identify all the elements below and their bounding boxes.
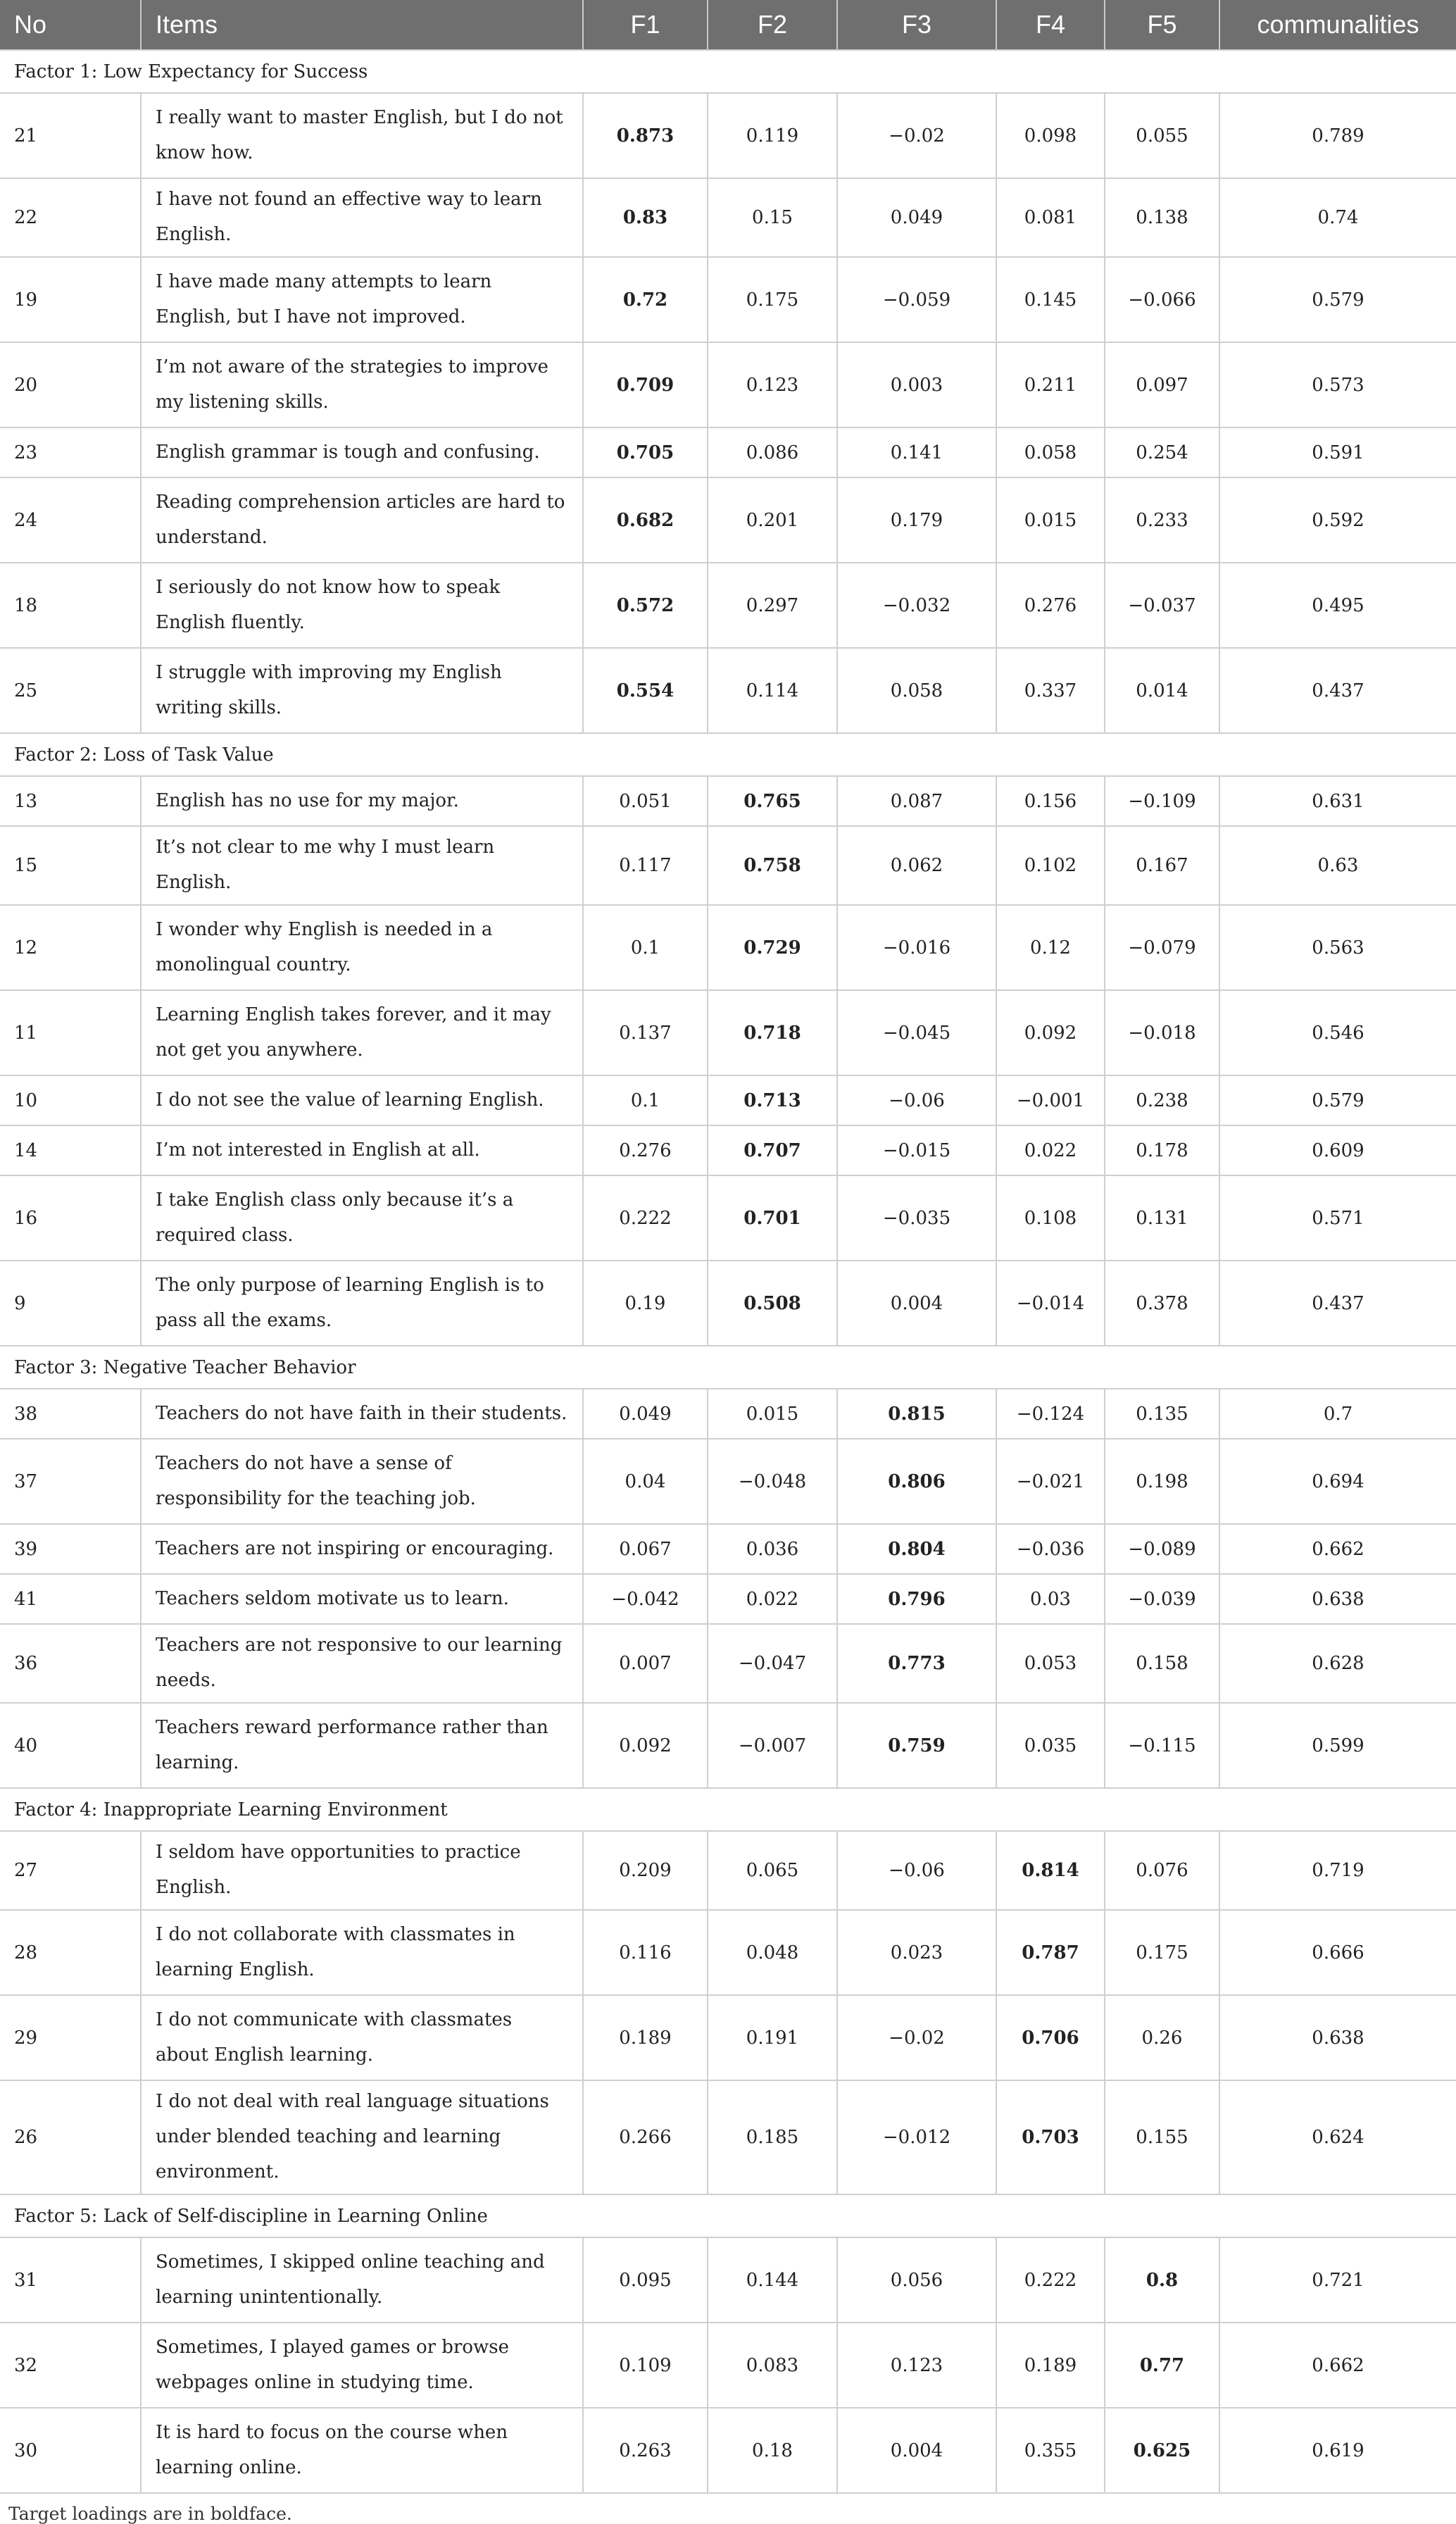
table-row [0, 1703, 1456, 1788]
item-text: Sometimes, I played games or browse webpages online in studying time. [141, 2323, 583, 2408]
table-row [0, 1175, 1456, 1261]
item-text: English grammar is tough and confusing. [141, 427, 583, 477]
f5-loading: −0.039 [1105, 1574, 1219, 1624]
item-number: 16 [0, 1175, 141, 1261]
table-row [0, 2408, 1456, 2493]
f1-loading: 0.19 [583, 1261, 708, 1346]
factor-section-title: Factor 1: Low Expectancy for Success [0, 50, 1456, 93]
item-text: The only purpose of learning English is to pass all the exams. [141, 1261, 583, 1346]
f4-loading: 0.015 [996, 477, 1105, 563]
f1-loading: 0.705 [583, 427, 708, 477]
f2-loading: 0.765 [708, 776, 837, 826]
item-text: I’m not interested in English at all. [141, 1125, 583, 1175]
communality: 0.662 [1219, 2323, 1456, 2408]
table-row [0, 905, 1456, 990]
table-row [0, 1831, 1456, 1910]
f4-loading: 0.058 [996, 427, 1105, 477]
communality: 0.495 [1219, 563, 1456, 648]
factor-section-row [0, 733, 1456, 776]
f1-loading: 0.137 [583, 990, 708, 1075]
f4-loading: 0.156 [996, 776, 1105, 826]
table-row [0, 1574, 1456, 1624]
factor-section-row [0, 1788, 1456, 1831]
item-text: It’s not clear to me why I must learn English. [141, 826, 583, 905]
item-text: I struggle with improving my English writing skills. [141, 648, 583, 733]
f2-loading: 0.119 [708, 93, 837, 178]
f5-loading: 0.138 [1105, 178, 1219, 257]
table-row [0, 2323, 1456, 2408]
f4-loading: 0.092 [996, 990, 1105, 1075]
f4-loading: −0.021 [996, 1439, 1105, 1524]
f3-loading: −0.032 [837, 563, 996, 648]
f5-loading: 0.238 [1105, 1075, 1219, 1125]
factor-section-title: Factor 4: Inappropriate Learning Environment [0, 1788, 1456, 1831]
table-row [0, 990, 1456, 1075]
factor-section-title: Factor 3: Negative Teacher Behavior [0, 1346, 1456, 1389]
item-number: 9 [0, 1261, 141, 1346]
item-number: 11 [0, 990, 141, 1075]
communality: 0.573 [1219, 342, 1456, 427]
item-number: 24 [0, 477, 141, 563]
f2-loading: 0.175 [708, 257, 837, 342]
header-f5: F5 [1105, 0, 1219, 50]
f4-loading: 0.355 [996, 2408, 1105, 2493]
communality: 0.662 [1219, 1524, 1456, 1574]
item-text: I have not found an effective way to learn English. [141, 178, 583, 257]
f2-loading: 0.297 [708, 563, 837, 648]
item-number: 22 [0, 178, 141, 257]
f5-loading: 0.77 [1105, 2323, 1219, 2408]
item-number: 39 [0, 1524, 141, 1574]
item-number: 21 [0, 93, 141, 178]
f5-loading: −0.109 [1105, 776, 1219, 826]
table-row [0, 826, 1456, 905]
f1-loading: 0.095 [583, 2237, 708, 2323]
f2-loading: 0.048 [708, 1910, 837, 1995]
f5-loading: −0.066 [1105, 257, 1219, 342]
f2-loading: −0.047 [708, 1624, 837, 1703]
item-text: Teachers are not responsive to our learning needs. [141, 1624, 583, 1703]
f3-loading: 0.058 [837, 648, 996, 733]
factor-section-title: Factor 2: Loss of Task Value [0, 733, 1456, 776]
table-row [0, 1439, 1456, 1524]
communality: 0.579 [1219, 1075, 1456, 1125]
communality: 0.619 [1219, 2408, 1456, 2493]
item-number: 40 [0, 1703, 141, 1788]
item-number: 37 [0, 1439, 141, 1524]
f3-loading: 0.049 [837, 178, 996, 257]
item-text: I’m not aware of the strategies to improve my listening skills. [141, 342, 583, 427]
f2-loading: 0.701 [708, 1175, 837, 1261]
f5-loading: 0.055 [1105, 93, 1219, 178]
f4-loading: 0.03 [996, 1574, 1105, 1624]
communality: 0.721 [1219, 2237, 1456, 2323]
item-number: 20 [0, 342, 141, 427]
item-text: I do not see the value of learning English. [141, 1075, 583, 1125]
f1-loading: 0.873 [583, 93, 708, 178]
f2-loading: −0.007 [708, 1703, 837, 1788]
item-text: Sometimes, I skipped online teaching and learning unintentionally. [141, 2237, 583, 2323]
communality: 0.628 [1219, 1624, 1456, 1703]
f3-loading: −0.012 [837, 2080, 996, 2194]
f5-loading: −0.115 [1105, 1703, 1219, 1788]
f2-loading: 0.713 [708, 1075, 837, 1125]
f2-loading: 0.086 [708, 427, 837, 477]
communality: 0.591 [1219, 427, 1456, 477]
f3-loading: 0.087 [837, 776, 996, 826]
f3-loading: 0.773 [837, 1624, 996, 1703]
item-number: 38 [0, 1389, 141, 1439]
factor-section-row [0, 2194, 1456, 2237]
f2-loading: 0.191 [708, 1995, 837, 2080]
table-row [0, 342, 1456, 427]
f5-loading: 0.155 [1105, 2080, 1219, 2194]
f2-loading: 0.114 [708, 648, 837, 733]
f1-loading: 0.117 [583, 826, 708, 905]
f2-loading: 0.065 [708, 1831, 837, 1910]
f2-loading: 0.18 [708, 2408, 837, 2493]
f4-loading: 0.145 [996, 257, 1105, 342]
f4-loading: 0.211 [996, 342, 1105, 427]
item-number: 28 [0, 1910, 141, 1995]
f2-loading: 0.185 [708, 2080, 837, 2194]
f4-loading: 0.814 [996, 1831, 1105, 1910]
item-number: 25 [0, 648, 141, 733]
table-row [0, 1995, 1456, 2080]
f1-loading: 0.83 [583, 178, 708, 257]
item-text: I do not deal with real language situations under blended teaching and learning environment. [141, 2080, 583, 2194]
f4-loading: −0.014 [996, 1261, 1105, 1346]
communality: 0.599 [1219, 1703, 1456, 1788]
item-number: 31 [0, 2237, 141, 2323]
f5-loading: 0.131 [1105, 1175, 1219, 1261]
item-number: 13 [0, 776, 141, 826]
item-text: It is hard to focus on the course when learning online. [141, 2408, 583, 2493]
f5-loading: 0.076 [1105, 1831, 1219, 1910]
f4-loading: −0.036 [996, 1524, 1105, 1574]
f3-loading: 0.023 [837, 1910, 996, 1995]
f4-loading: −0.124 [996, 1389, 1105, 1439]
f1-loading: 0.116 [583, 1910, 708, 1995]
table-row [0, 1125, 1456, 1175]
f1-loading: 0.72 [583, 257, 708, 342]
item-text: I do not communicate with classmates about English learning. [141, 1995, 583, 2080]
item-text: I have made many attempts to learn English, but I have not improved. [141, 257, 583, 342]
table-row [0, 2237, 1456, 2323]
communality: 0.631 [1219, 776, 1456, 826]
item-number: 36 [0, 1624, 141, 1703]
table-row [0, 427, 1456, 477]
f5-loading: 0.378 [1105, 1261, 1219, 1346]
table-row [0, 2080, 1456, 2194]
f1-loading: 0.209 [583, 1831, 708, 1910]
communality: 0.624 [1219, 2080, 1456, 2194]
header-no: No [0, 0, 141, 50]
f4-loading: 0.787 [996, 1910, 1105, 1995]
f1-loading: −0.042 [583, 1574, 708, 1624]
table-row [0, 178, 1456, 257]
f5-loading: 0.014 [1105, 648, 1219, 733]
table-row [0, 477, 1456, 563]
f1-loading: 0.572 [583, 563, 708, 648]
f4-loading: 0.189 [996, 2323, 1105, 2408]
factor-section-title: Factor 5: Lack of Self-discipline in Learning Online [0, 2194, 1456, 2237]
f3-loading: 0.141 [837, 427, 996, 477]
f5-loading: −0.018 [1105, 990, 1219, 1075]
item-number: 18 [0, 563, 141, 648]
f3-loading: 0.056 [837, 2237, 996, 2323]
communality: 0.592 [1219, 477, 1456, 563]
f4-loading: 0.706 [996, 1995, 1105, 2080]
f3-loading: 0.759 [837, 1703, 996, 1788]
f4-loading: 0.222 [996, 2237, 1105, 2323]
f5-loading: −0.089 [1105, 1524, 1219, 1574]
f4-loading: 0.12 [996, 905, 1105, 990]
item-text: Learning English takes forever, and it may not get you anywhere. [141, 990, 583, 1075]
communality: 0.546 [1219, 990, 1456, 1075]
f2-loading: −0.048 [708, 1439, 837, 1524]
f4-loading: 0.102 [996, 826, 1105, 905]
header-f3: F3 [837, 0, 996, 50]
communality: 0.437 [1219, 648, 1456, 733]
f5-loading: 0.097 [1105, 342, 1219, 427]
item-number: 26 [0, 2080, 141, 2194]
factor-section-row [0, 50, 1456, 93]
f1-loading: 0.682 [583, 477, 708, 563]
item-text: English has no use for my major. [141, 776, 583, 826]
table-footnote: Target loadings are in boldface. [8, 2504, 292, 2524]
f1-loading: 0.266 [583, 2080, 708, 2194]
communality: 0.694 [1219, 1439, 1456, 1524]
f2-loading: 0.707 [708, 1125, 837, 1175]
f2-loading: 0.508 [708, 1261, 837, 1346]
communality: 0.789 [1219, 93, 1456, 178]
f2-loading: 0.036 [708, 1524, 837, 1574]
f3-loading: 0.804 [837, 1524, 996, 1574]
table-row [0, 93, 1456, 178]
item-number: 10 [0, 1075, 141, 1125]
f1-loading: 0.263 [583, 2408, 708, 2493]
item-text: Teachers do not have a sense of responsibility for the teaching job. [141, 1439, 583, 1524]
f3-loading: 0.003 [837, 342, 996, 427]
f1-loading: 0.554 [583, 648, 708, 733]
header-f2: F2 [708, 0, 837, 50]
item-text: I take English class only because it’s a required class. [141, 1175, 583, 1261]
header-f1: F1 [583, 0, 708, 50]
f2-loading: 0.144 [708, 2237, 837, 2323]
f4-loading: 0.108 [996, 1175, 1105, 1261]
f5-loading: 0.175 [1105, 1910, 1219, 1995]
f4-loading: 0.337 [996, 648, 1105, 733]
item-text: I really want to master English, but I do not know how. [141, 93, 583, 178]
item-number: 23 [0, 427, 141, 477]
f3-loading: −0.02 [837, 1995, 996, 2080]
f5-loading: 0.8 [1105, 2237, 1219, 2323]
f2-loading: 0.015 [708, 1389, 837, 1439]
f2-loading: 0.083 [708, 2323, 837, 2408]
f3-loading: −0.06 [837, 1075, 996, 1125]
table-row [0, 1389, 1456, 1439]
f1-loading: 0.276 [583, 1125, 708, 1175]
communality: 0.437 [1219, 1261, 1456, 1346]
f1-loading: 0.1 [583, 1075, 708, 1125]
table-row [0, 1524, 1456, 1574]
communality: 0.638 [1219, 1574, 1456, 1624]
f2-loading: 0.201 [708, 477, 837, 563]
f3-loading: 0.123 [837, 2323, 996, 2408]
table-body [0, 50, 1456, 2493]
table-row [0, 1624, 1456, 1703]
item-number: 27 [0, 1831, 141, 1910]
item-text: Teachers are not inspiring or encouraging. [141, 1524, 583, 1574]
communality: 0.609 [1219, 1125, 1456, 1175]
factor-section-row [0, 1346, 1456, 1389]
item-number: 32 [0, 2323, 141, 2408]
header-f4: F4 [996, 0, 1105, 50]
table-row [0, 563, 1456, 648]
f3-loading: −0.045 [837, 990, 996, 1075]
item-text: Teachers do not have faith in their students. [141, 1389, 583, 1439]
f3-loading: 0.806 [837, 1439, 996, 1524]
communality: 0.638 [1219, 1995, 1456, 2080]
communality: 0.666 [1219, 1910, 1456, 1995]
f4-loading: 0.022 [996, 1125, 1105, 1175]
f2-loading: 0.718 [708, 990, 837, 1075]
communality: 0.7 [1219, 1389, 1456, 1439]
header-items: Items [141, 0, 583, 50]
f5-loading: 0.198 [1105, 1439, 1219, 1524]
table-row [0, 776, 1456, 826]
communality: 0.74 [1219, 178, 1456, 257]
f5-loading: 0.178 [1105, 1125, 1219, 1175]
f3-loading: 0.062 [837, 826, 996, 905]
f1-loading: 0.092 [583, 1703, 708, 1788]
f1-loading: 0.067 [583, 1524, 708, 1574]
f3-loading: 0.179 [837, 477, 996, 563]
f3-loading: 0.815 [837, 1389, 996, 1439]
f4-loading: −0.001 [996, 1075, 1105, 1125]
item-text: I seldom have opportunities to practice English. [141, 1831, 583, 1910]
communality: 0.563 [1219, 905, 1456, 990]
f3-loading: −0.06 [837, 1831, 996, 1910]
f4-loading: 0.035 [996, 1703, 1105, 1788]
f3-loading: 0.004 [837, 1261, 996, 1346]
communality: 0.571 [1219, 1175, 1456, 1261]
table-row [0, 257, 1456, 342]
f2-loading: 0.15 [708, 178, 837, 257]
item-number: 14 [0, 1125, 141, 1175]
f2-loading: 0.123 [708, 342, 837, 427]
f5-loading: 0.625 [1105, 2408, 1219, 2493]
f1-loading: 0.222 [583, 1175, 708, 1261]
header-row [0, 0, 1456, 50]
item-text: Teachers reward performance rather than learning. [141, 1703, 583, 1788]
f5-loading: 0.233 [1105, 477, 1219, 563]
f3-loading: −0.059 [837, 257, 996, 342]
item-text: Teachers seldom motivate us to learn. [141, 1574, 583, 1624]
f5-loading: 0.254 [1105, 427, 1219, 477]
f4-loading: 0.276 [996, 563, 1105, 648]
f5-loading: −0.037 [1105, 563, 1219, 648]
f1-loading: 0.1 [583, 905, 708, 990]
f5-loading: 0.135 [1105, 1389, 1219, 1439]
item-number: 41 [0, 1574, 141, 1624]
item-text: I wonder why English is needed in a monolingual country. [141, 905, 583, 990]
header-communalities: communalities [1219, 0, 1456, 50]
f1-loading: 0.007 [583, 1624, 708, 1703]
table-row [0, 648, 1456, 733]
item-number: 15 [0, 826, 141, 905]
item-text: I seriously do not know how to speak English fluently. [141, 563, 583, 648]
f5-loading: 0.167 [1105, 826, 1219, 905]
f3-loading: −0.035 [837, 1175, 996, 1261]
f3-loading: 0.004 [837, 2408, 996, 2493]
f4-loading: 0.053 [996, 1624, 1105, 1703]
f5-loading: 0.158 [1105, 1624, 1219, 1703]
f1-loading: 0.049 [583, 1389, 708, 1439]
f4-loading: 0.098 [996, 93, 1105, 178]
table-row [0, 1910, 1456, 1995]
f5-loading: −0.079 [1105, 905, 1219, 990]
f1-loading: 0.189 [583, 1995, 708, 2080]
item-number: 12 [0, 905, 141, 990]
table-row [0, 1261, 1456, 1346]
f4-loading: 0.703 [996, 2080, 1105, 2194]
f4-loading: 0.081 [996, 178, 1105, 257]
f1-loading: 0.709 [583, 342, 708, 427]
f3-loading: −0.02 [837, 93, 996, 178]
communality: 0.719 [1219, 1831, 1456, 1910]
item-number: 19 [0, 257, 141, 342]
f3-loading: −0.015 [837, 1125, 996, 1175]
item-text: I do not collaborate with classmates in learning English. [141, 1910, 583, 1995]
f3-loading: 0.796 [837, 1574, 996, 1624]
f2-loading: 0.758 [708, 826, 837, 905]
item-text: Reading comprehension articles are hard to understand. [141, 477, 583, 563]
item-number: 30 [0, 2408, 141, 2493]
f1-loading: 0.04 [583, 1439, 708, 1524]
f1-loading: 0.109 [583, 2323, 708, 2408]
f3-loading: −0.016 [837, 905, 996, 990]
f2-loading: 0.729 [708, 905, 837, 990]
communality: 0.63 [1219, 826, 1456, 905]
communality: 0.579 [1219, 257, 1456, 342]
f2-loading: 0.022 [708, 1574, 837, 1624]
f5-loading: 0.26 [1105, 1995, 1219, 2080]
f1-loading: 0.051 [583, 776, 708, 826]
table-row [0, 1075, 1456, 1125]
item-number: 29 [0, 1995, 141, 2080]
